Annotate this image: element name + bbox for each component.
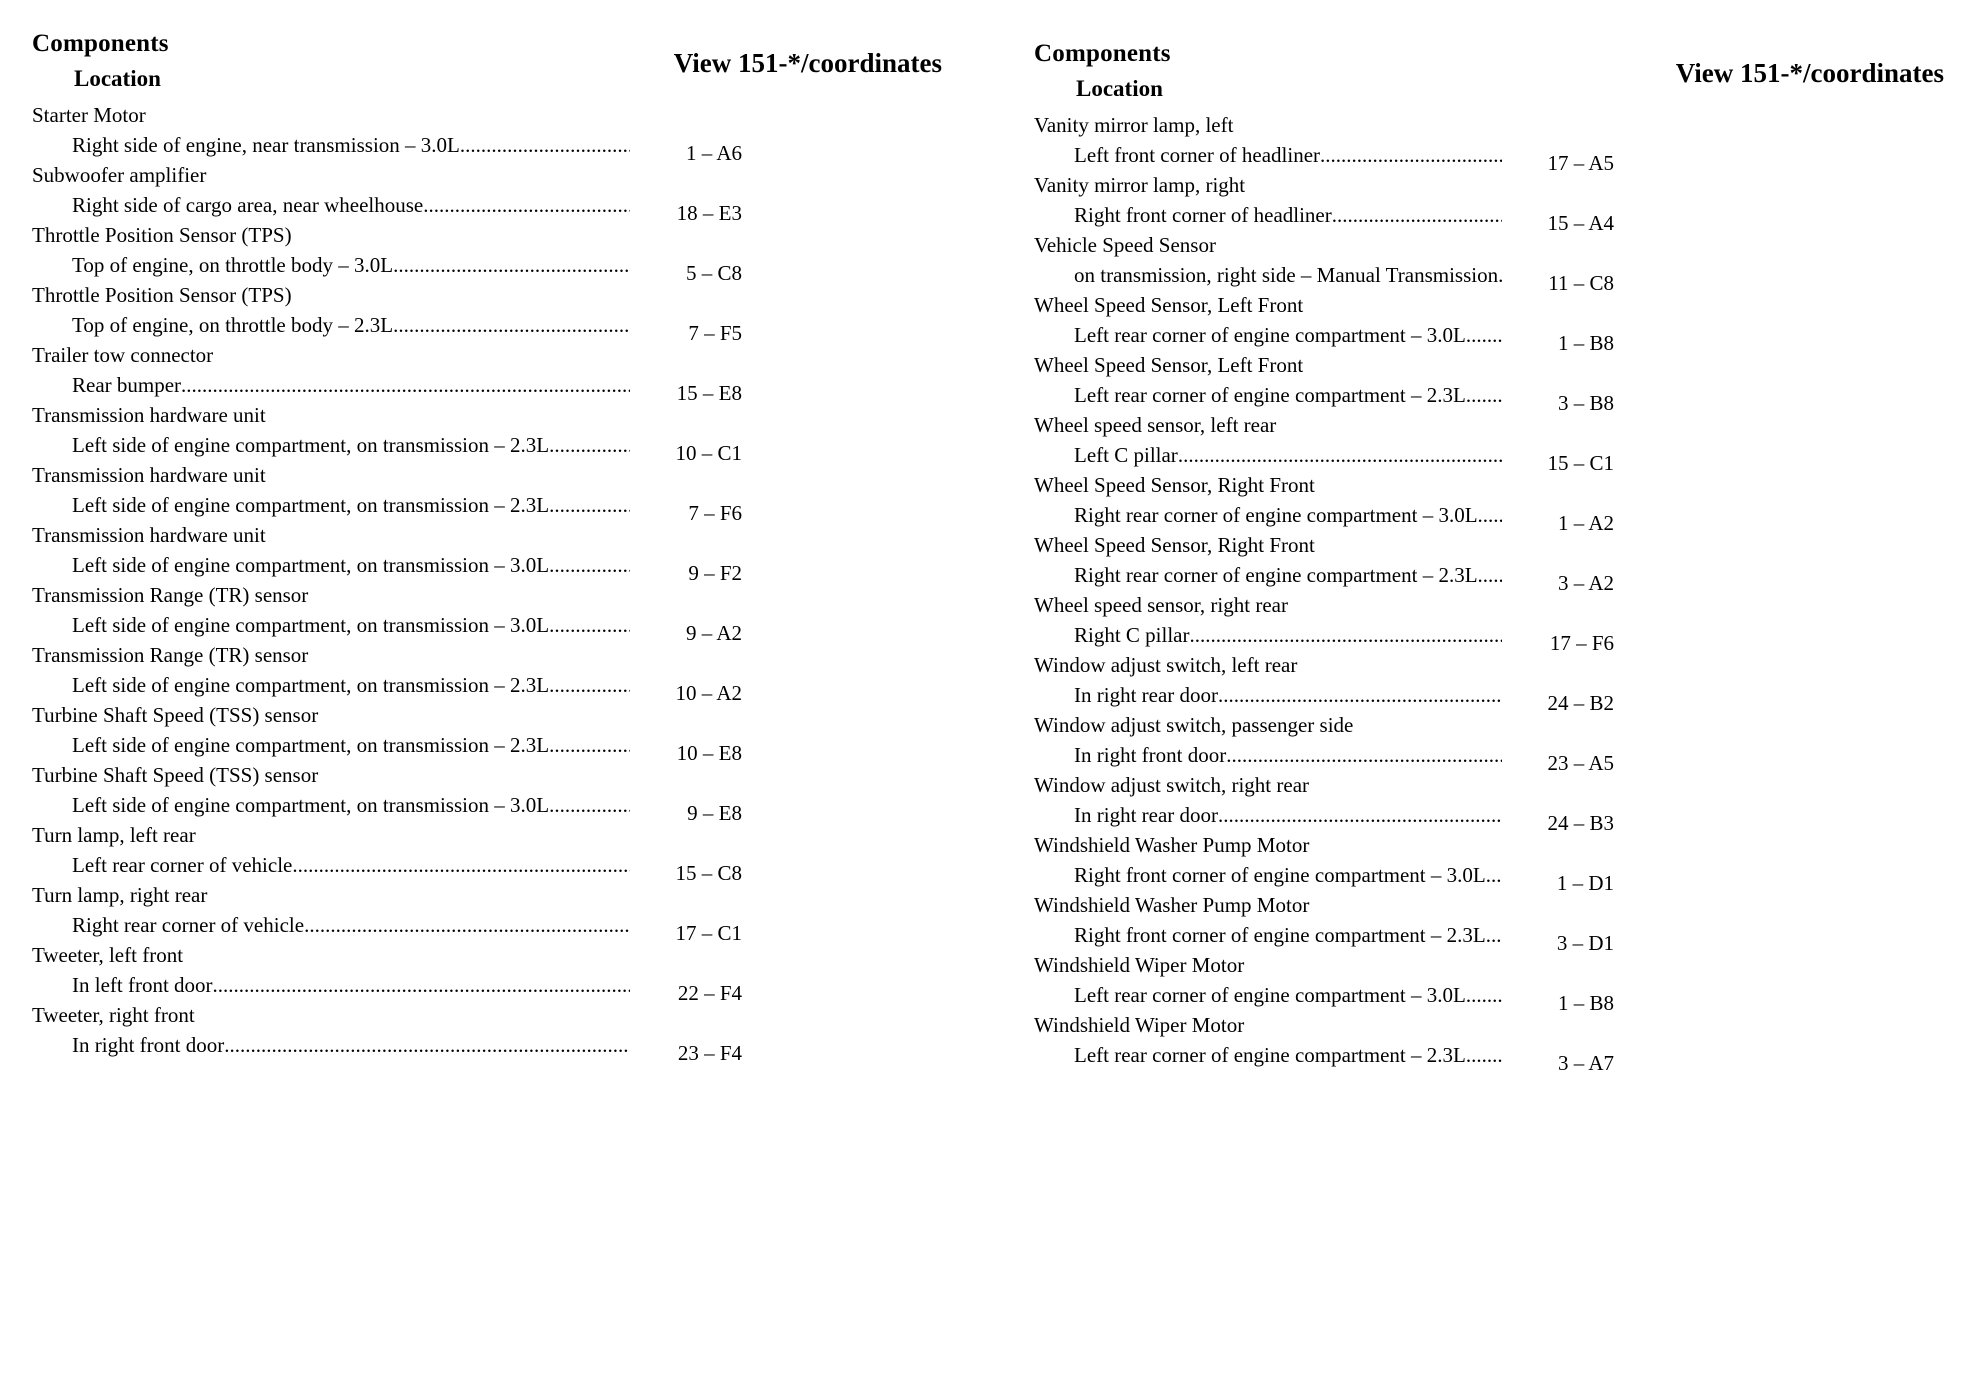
component-entry — [1034, 412, 1944, 475]
component-name: Transmission Range (TR) sensor — [32, 583, 309, 607]
component-location: Left side of engine compartment, on transmission – 2.3L — [72, 433, 550, 457]
component-location: In right front door — [1074, 743, 1227, 767]
component-entry — [32, 522, 942, 585]
component-name: Windshield Washer Pump Motor — [1034, 893, 1310, 917]
dot-leader — [1218, 799, 1502, 831]
component-name: Turbine Shaft Speed (TSS) sensor — [32, 703, 319, 727]
dot-leader — [1466, 319, 1502, 351]
component-location-row — [72, 429, 942, 465]
right-column — [1034, 40, 1944, 1075]
component-entry — [1034, 172, 1944, 235]
component-location: Left side of engine compartment, on transmission – 3.0L — [72, 553, 550, 577]
component-coordinate: 24 – B2 — [1547, 691, 1614, 715]
component-coordinate: 9 – F2 — [688, 561, 742, 585]
component-location-row — [72, 729, 942, 765]
component-name: Transmission hardware unit — [32, 523, 266, 547]
component-location: Left rear corner of engine compartment – 2.3L — [1074, 1043, 1466, 1067]
component-location-row — [72, 129, 942, 165]
component-location: Left rear corner of vehicle — [72, 853, 293, 877]
component-location-row — [1074, 259, 1944, 295]
component-coordinate: 22 – F4 — [677, 981, 742, 1005]
dot-leader — [304, 909, 630, 941]
dot-leader — [1190, 619, 1503, 651]
component-name: Wheel speed sensor, right rear — [1034, 593, 1288, 617]
component-coordinate: 1 – D1 — [1556, 871, 1614, 895]
components-heading: Components — [1034, 40, 1171, 67]
location-heading: Location — [74, 66, 161, 91]
component-name: Transmission Range (TR) sensor — [32, 643, 309, 667]
component-coordinate: 1 – B8 — [1557, 331, 1614, 355]
dot-leader — [1478, 499, 1502, 531]
component-location-row — [1074, 799, 1944, 835]
component-entry — [32, 882, 942, 945]
component-location: Left rear corner of engine compartment – 2.3L — [1074, 383, 1466, 407]
component-location: Left rear corner of engine compartment – 3.0L — [1074, 323, 1466, 347]
component-coordinate: 17 – C1 — [675, 921, 742, 945]
component-location-row — [72, 489, 942, 525]
dot-leader — [1332, 199, 1502, 231]
component-location-row — [1074, 199, 1944, 235]
component-coordinate: 3 – D1 — [1556, 931, 1614, 955]
component-location: Left side of engine compartment, on transmission – 2.3L — [72, 733, 550, 757]
component-location-row — [72, 1029, 942, 1065]
component-location-row — [1074, 319, 1944, 355]
view-coordinates-heading: View 151-*/coordinates — [673, 48, 942, 78]
component-location: In left front door — [72, 973, 213, 997]
component-location: Left C pillar — [1074, 443, 1178, 467]
component-entry — [32, 942, 942, 1005]
component-entry — [32, 762, 942, 825]
component-location: Left side of engine compartment, on transmission – 3.0L — [72, 613, 550, 637]
component-name: Turn lamp, right rear — [32, 883, 208, 907]
dot-leader — [1320, 139, 1502, 171]
component-location: Right C pillar — [1074, 623, 1190, 647]
component-coordinate: 15 – A4 — [1547, 211, 1614, 235]
component-entry — [32, 342, 942, 405]
component-entry — [32, 642, 942, 705]
component-name: Vanity mirror lamp, left — [1034, 113, 1234, 137]
component-location-row — [72, 669, 942, 705]
component-entry — [1034, 292, 1944, 355]
component-name: Window adjust switch, passenger side — [1034, 713, 1354, 737]
component-location: Right side of engine, near transmission – 3.0L — [72, 133, 460, 157]
component-coordinate: 23 – A5 — [1547, 751, 1614, 775]
component-coordinate: 1 – A6 — [685, 141, 742, 165]
component-location-row — [1074, 739, 1944, 775]
component-name: Wheel Speed Sensor, Left Front — [1034, 293, 1304, 317]
component-location: Left front corner of headliner — [1074, 143, 1321, 167]
dot-leader — [1466, 1039, 1502, 1071]
column-subheader-row — [1034, 58, 1944, 102]
component-location-row — [1074, 1039, 1944, 1075]
component-location: Right front corner of headliner — [1074, 203, 1332, 227]
dot-leader — [549, 489, 630, 521]
component-name: Wheel speed sensor, left rear — [1034, 413, 1277, 437]
dot-leader — [549, 549, 630, 581]
component-coordinate: 18 – E3 — [676, 201, 742, 225]
component-coordinate: 1 – B8 — [1557, 991, 1614, 1015]
component-entry — [1034, 352, 1944, 415]
component-location: Right rear corner of vehicle — [72, 913, 305, 937]
dot-leader — [292, 849, 630, 881]
component-location: Right rear corner of engine compartment – 3.0L — [1074, 503, 1478, 527]
component-coordinate: 15 – C1 — [1547, 451, 1614, 475]
component-entry — [1034, 652, 1944, 715]
component-coordinate: 7 – F5 — [688, 321, 742, 345]
component-location-row — [72, 549, 942, 585]
component-coordinate: 9 – E8 — [687, 801, 742, 825]
component-name: Window adjust switch, left rear — [1034, 653, 1298, 677]
component-entry — [1034, 532, 1944, 595]
component-location-row — [1074, 859, 1944, 895]
component-location-row — [1074, 439, 1944, 475]
dot-leader — [1178, 439, 1502, 471]
component-name: Turbine Shaft Speed (TSS) sensor — [32, 763, 319, 787]
component-coordinate: 24 – B3 — [1547, 811, 1614, 835]
component-coordinate: 7 – F6 — [688, 501, 742, 525]
dot-leader — [1218, 679, 1502, 711]
dot-leader — [393, 249, 630, 281]
component-coordinate: 3 – A2 — [1557, 571, 1614, 595]
component-coordinate: 17 – F6 — [1549, 631, 1614, 655]
component-coordinate: 15 – C8 — [675, 861, 742, 885]
component-location-row — [1074, 619, 1944, 655]
component-entry — [1034, 712, 1944, 775]
component-coordinate: 3 – A7 — [1557, 1051, 1614, 1075]
component-location: Left side of engine compartment, on transmission – 2.3L — [72, 673, 550, 697]
component-name: Turn lamp, left rear — [32, 823, 196, 847]
component-location-row — [72, 609, 942, 645]
component-location-row — [72, 309, 942, 345]
component-coordinate: 3 – B8 — [1557, 391, 1614, 415]
component-entry — [1034, 832, 1944, 895]
dot-leader — [213, 969, 630, 1001]
component-location-row — [1074, 919, 1944, 955]
dot-leader — [549, 609, 630, 641]
left-column — [32, 30, 942, 1072]
component-name: Throttle Position Sensor (TPS) — [32, 283, 292, 307]
component-entry — [32, 1002, 942, 1065]
dot-leader — [1486, 919, 1502, 951]
dot-leader — [549, 789, 630, 821]
component-entry — [1034, 1012, 1944, 1075]
component-name: Windshield Wiper Motor — [1034, 953, 1245, 977]
component-name: Transmission hardware unit — [32, 463, 266, 487]
component-entry — [1034, 892, 1944, 955]
component-name: Vanity mirror lamp, right — [1034, 173, 1246, 197]
component-entry — [32, 102, 942, 165]
component-entry — [1034, 772, 1944, 835]
component-coordinate: 9 – A2 — [685, 621, 742, 645]
component-name: Transmission hardware unit — [32, 403, 266, 427]
dot-leader — [181, 369, 630, 401]
component-location-row — [72, 969, 942, 1005]
component-location-row — [1074, 379, 1944, 415]
component-name: Subwoofer amplifier — [32, 163, 207, 187]
component-entry — [32, 282, 942, 345]
component-location-row — [1074, 679, 1944, 715]
dot-leader — [1478, 559, 1502, 591]
dot-leader — [1466, 379, 1502, 411]
dot-leader — [549, 429, 630, 461]
component-coordinate: 1 – A2 — [1557, 511, 1614, 535]
component-name: Window adjust switch, right rear — [1034, 773, 1310, 797]
component-entry — [32, 822, 942, 885]
component-location-row — [72, 369, 942, 405]
component-location: on transmission, right side – Manual Transmission — [1074, 263, 1499, 287]
component-location: Right front corner of engine compartment – 2.3L — [1074, 923, 1486, 947]
component-entry — [1034, 592, 1944, 655]
component-location-row — [72, 909, 942, 945]
component-coordinate: 10 – C1 — [675, 441, 742, 465]
component-name: Tweeter, right front — [32, 1003, 195, 1027]
component-location: Left side of engine compartment, on transmission – 2.3L — [72, 493, 550, 517]
component-location: Top of engine, on throttle body – 2.3L — [72, 313, 394, 337]
component-location-row — [72, 189, 942, 225]
component-coordinate: 5 – C8 — [685, 261, 742, 285]
column-subheader-row — [32, 48, 942, 92]
component-name: Trailer tow connector — [32, 343, 214, 367]
component-coordinate: 10 – E8 — [676, 741, 742, 765]
component-location: In right front door — [72, 1033, 225, 1057]
component-entry — [1034, 952, 1944, 1015]
components-heading: Components — [32, 30, 169, 57]
component-coordinate: 10 – A2 — [675, 681, 742, 705]
component-coordinate: 17 – A5 — [1547, 151, 1614, 175]
component-coordinate: 23 – F4 — [677, 1041, 742, 1065]
dot-leader — [1466, 979, 1502, 1011]
component-location-row — [72, 249, 942, 285]
component-location-row — [1074, 139, 1944, 175]
component-name: Starter Motor — [32, 103, 146, 127]
dot-leader — [393, 309, 630, 341]
component-location: Left side of engine compartment, on transmission – 3.0L — [72, 793, 550, 817]
component-name: Wheel Speed Sensor, Left Front — [1034, 353, 1304, 377]
component-location: Right front corner of engine compartment – 3.0L — [1074, 863, 1486, 887]
dot-leader — [1498, 259, 1502, 291]
component-name: Windshield Wiper Motor — [1034, 1013, 1245, 1037]
component-location: Rear bumper — [72, 373, 182, 397]
component-entry — [32, 702, 942, 765]
location-heading: Location — [1076, 76, 1163, 101]
component-coordinate: 11 – C8 — [1548, 271, 1614, 295]
component-name: Throttle Position Sensor (TPS) — [32, 223, 292, 247]
component-name: Wheel Speed Sensor, Right Front — [1034, 533, 1315, 557]
component-entry — [32, 162, 942, 225]
column-header — [1034, 40, 1944, 102]
dot-leader — [549, 729, 630, 761]
component-location: Left rear corner of engine compartment – 3.0L — [1074, 983, 1466, 1007]
component-entry — [1034, 232, 1944, 295]
dot-leader — [423, 189, 630, 221]
component-location-row — [72, 849, 942, 885]
column-header — [32, 30, 942, 92]
component-name: Tweeter, left front — [32, 943, 184, 967]
dot-leader — [460, 129, 630, 161]
dot-leader — [1226, 739, 1502, 771]
component-name: Windshield Washer Pump Motor — [1034, 833, 1310, 857]
component-location: Right rear corner of engine compartment – 2.3L — [1074, 563, 1478, 587]
component-location: In right rear door — [1074, 803, 1219, 827]
component-location-row — [72, 789, 942, 825]
component-entry — [1034, 112, 1944, 175]
component-location: Top of engine, on throttle body – 3.0L — [72, 253, 394, 277]
component-location-row — [1074, 979, 1944, 1015]
dot-leader — [1486, 859, 1502, 891]
component-entry — [32, 402, 942, 465]
component-entry — [32, 462, 942, 525]
component-entry — [32, 222, 942, 285]
view-coordinates-heading: View 151-*/coordinates — [1675, 58, 1944, 88]
component-entry — [1034, 472, 1944, 535]
component-name: Wheel Speed Sensor, Right Front — [1034, 473, 1315, 497]
entries — [1034, 112, 1944, 1075]
component-name: Vehicle Speed Sensor — [1034, 233, 1216, 257]
component-entry — [32, 582, 942, 645]
component-location: In right rear door — [1074, 683, 1219, 707]
component-location: Right side of cargo area, near wheelhouse — [72, 193, 424, 217]
entries — [32, 102, 942, 1065]
component-location-row — [1074, 559, 1944, 595]
component-coordinate: 15 – E8 — [676, 381, 742, 405]
dot-leader — [549, 669, 630, 701]
component-location-row — [1074, 499, 1944, 535]
dot-leader — [224, 1029, 630, 1061]
